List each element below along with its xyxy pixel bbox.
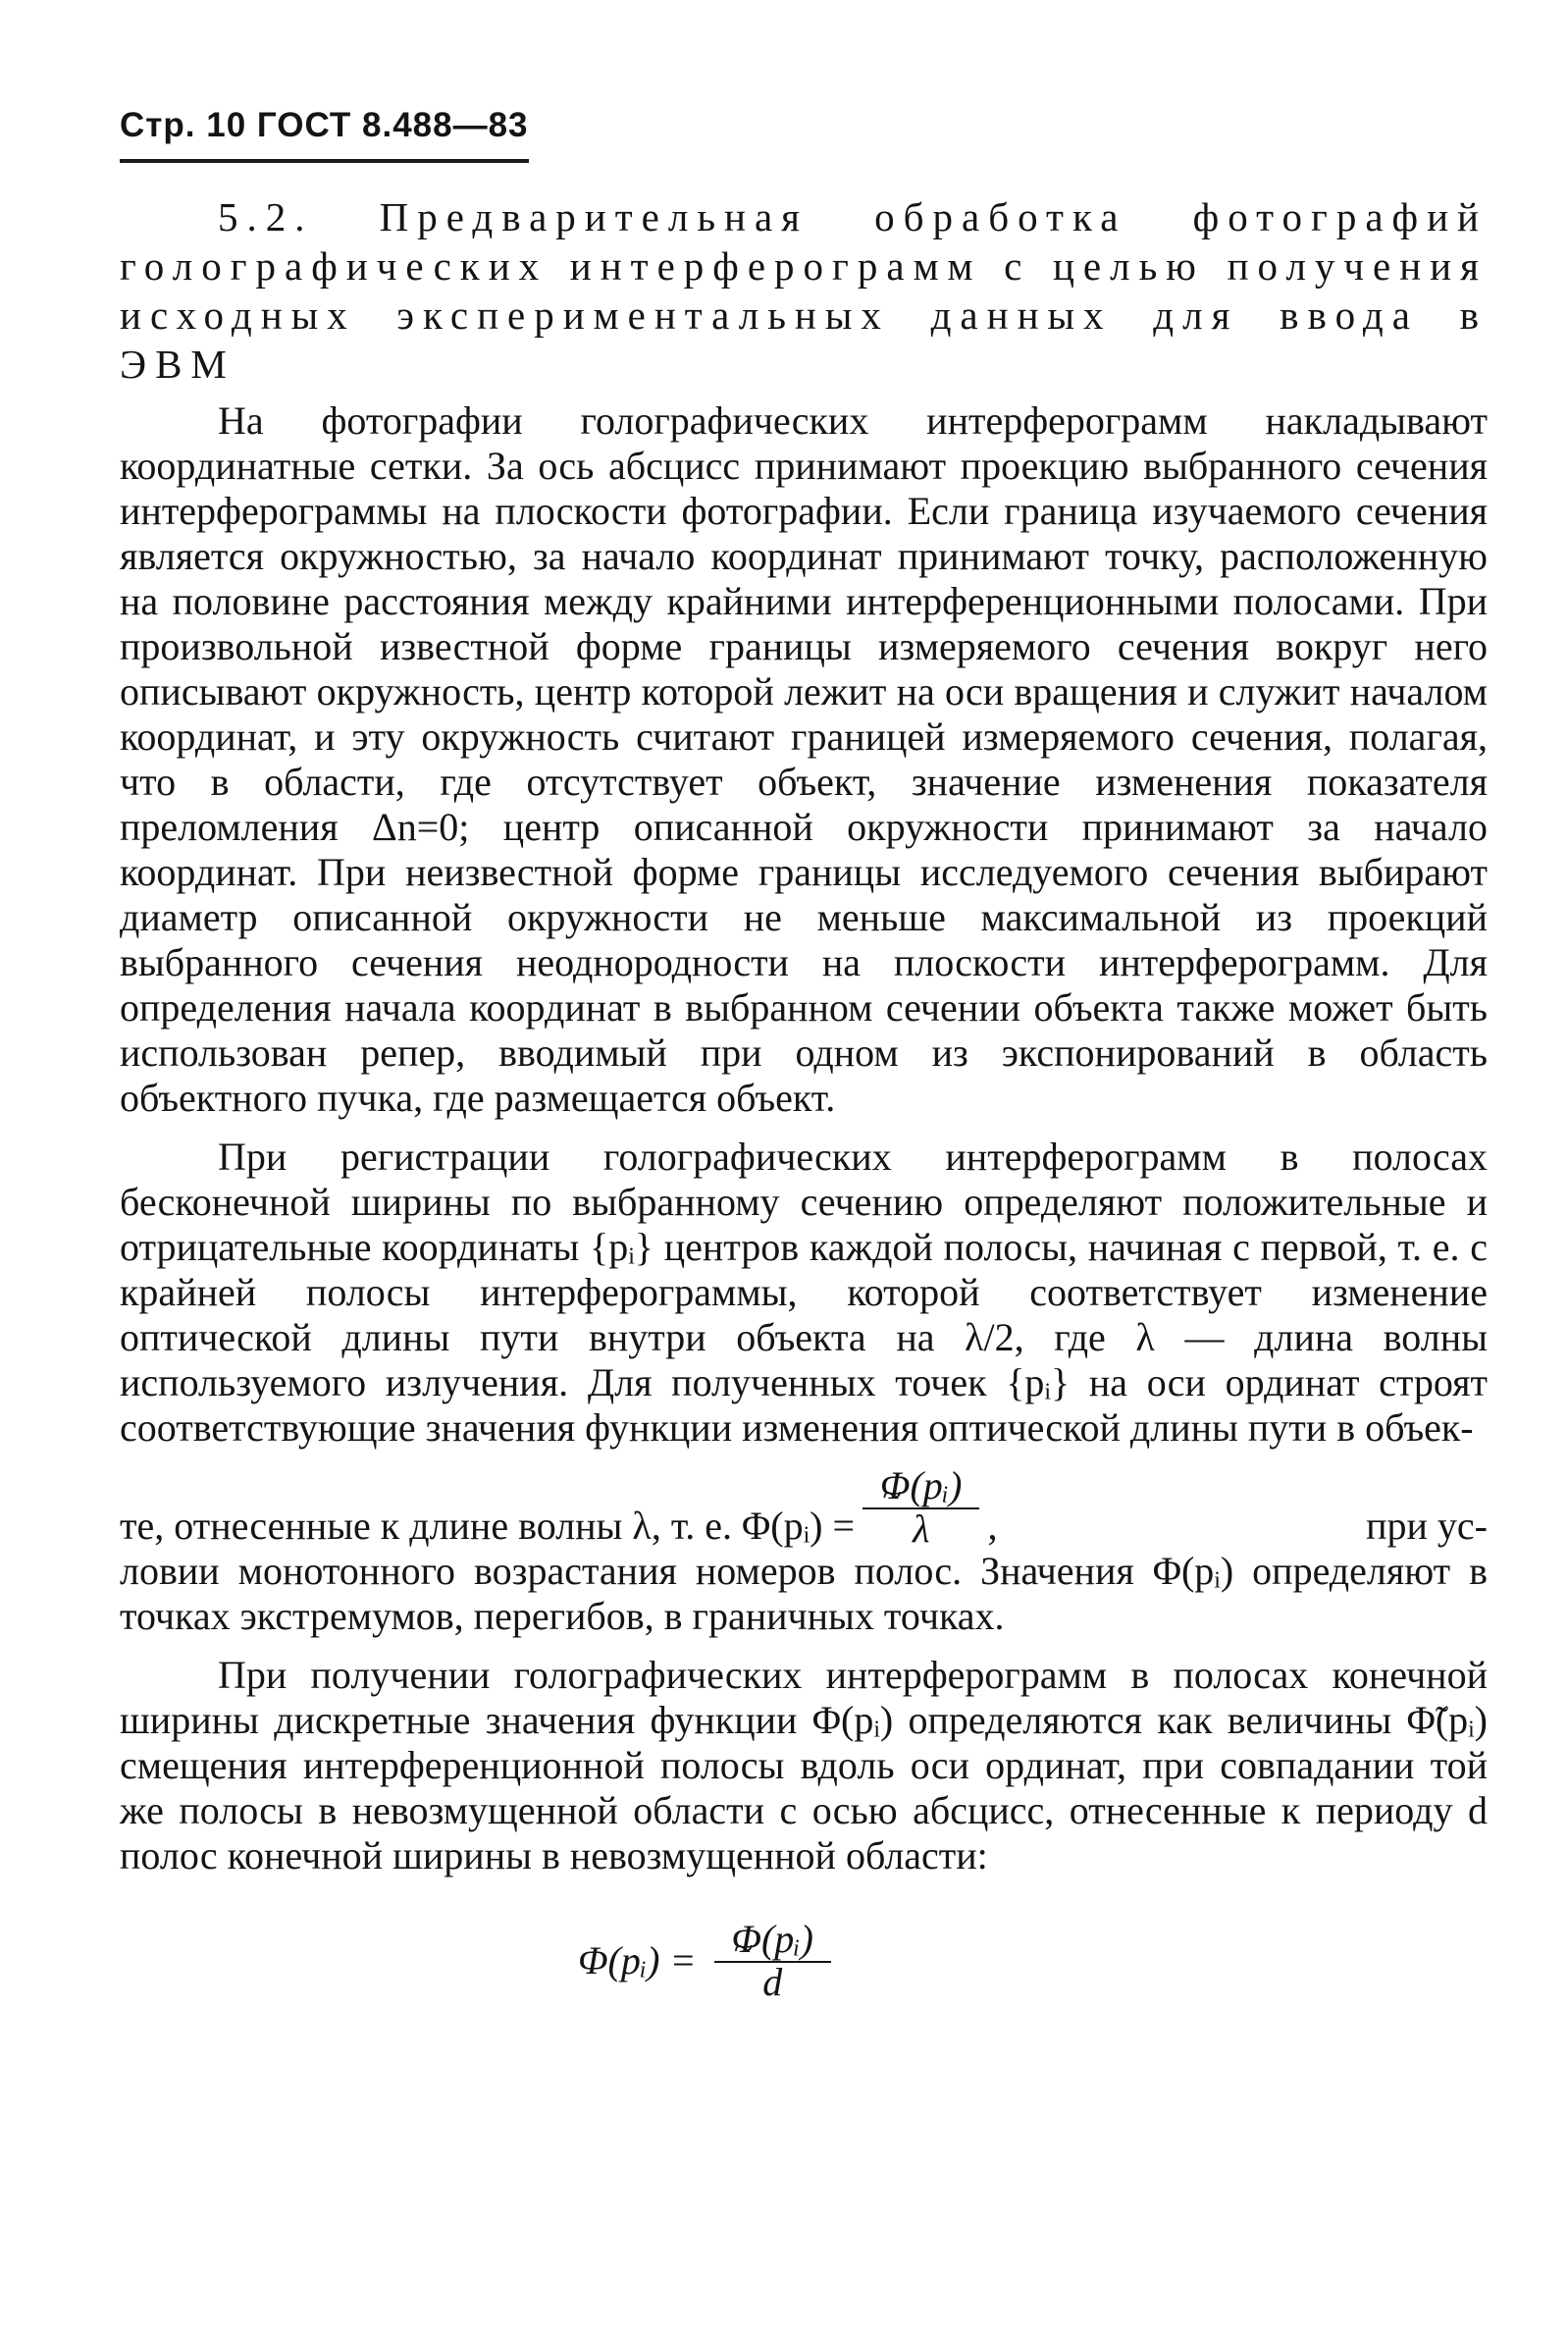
fraction-denominator-final: d (762, 1960, 783, 2004)
formula-lhs: Φ(pᵢ) = (578, 1937, 697, 1982)
paragraph-finite-fringes: При получении голографических интерферограмм в полосах конечной ширины дискретные значения функции Φ(pᵢ) определяются как величины Φ̃(pᵢ) смещения интерференционной полосы вдоль оси ординат, при совпадании той же полосы в невозмущенной области с осью абсцисс, отнесенные к периоду d полос конечной ширины в невозмущенной области: (120, 1653, 1488, 1877)
formula-comma: , (987, 1504, 998, 1548)
fraction-phi-over-d (714, 1918, 831, 2002)
paragraph-infinite-fringes: При регистрации голографических интерферограмм в полосах бесконечной ширины по выбранному сечению определяют положительные и отрицательные координаты {pᵢ} центров каждой полосы, начиная с первой, т. е. с крайней полосы интерферограммы, которой соответствует изменение оптической длины пути внутри объекта на λ/2, где λ — длина волны используемого излучения. Для полученных точек {pᵢ} на оси ординат строят соответствующие значения функции изменения оптической длины пути в объек- (120, 1135, 1488, 1450)
page-header: Стр. 10 ГОСТ 8.488—83 (120, 106, 529, 163)
paragraph-monotone-condition: ловии монотонного возрастания номеров полос. Значения Φ(pᵢ) определяют в точках экстремумов, перегибов, в граничных точках. (120, 1549, 1488, 1638)
formula-lead-text: те, отнесенные к длине волны λ, т. е. Φ(pᵢ) = (120, 1504, 856, 1548)
section-title: 5.2. Предварительная обработка фотографий голографических интерферограмм с целью получения исходных экспериментальных данных для ввода в ЭВМ (120, 194, 1488, 387)
fraction-numerator: Φ(pᵢ) (862, 1464, 979, 1509)
formula-trailing-text: при ус- (1366, 1504, 1488, 1548)
fraction-denominator: λ (913, 1507, 930, 1551)
formula-phi-over-d (120, 1918, 1493, 2002)
fraction-phi-over-lambda (862, 1464, 979, 1549)
paragraph-coordinate-grid: На фотографии голографических интерферограмм накладывают координатные сетки. За ось абсцисс принимают проекцию выбранного сечения интерферограммы на плоскости фотографии. Если граница изучаемого сечения является окружностью, за начало координат принимают точку, расположенную на половине расстояния между крайними интерференционными полосами. При произвольной известной форме границы измеряемого сечения вокруг него описывают окружность, центр которой лежит на оси вращения и служит началом координат, и эту окружность считают границей измеряемого сечения, полагая, что в области, где отсутствует объект, значение изменения показателя преломления Δn=0; центр описанной окружности принимают за начало координат. При неизвестной форме границы исследуемого сечения выбирают диаметр описанной окружности не меньше максимальной из проекций выбранного сечения неоднородности на плоскости интерферограмм. Для определения начала координат в выбранном сечении объекта также может быть использован репер, вводимый при одном из экспонирований в область объектного пучка, где размещается объект. (120, 398, 1488, 1120)
formula-line-phi-lambda (120, 1464, 1493, 1549)
fraction-numerator-final: Φ(pᵢ) (714, 1918, 831, 1963)
document-page (120, 106, 1493, 2002)
